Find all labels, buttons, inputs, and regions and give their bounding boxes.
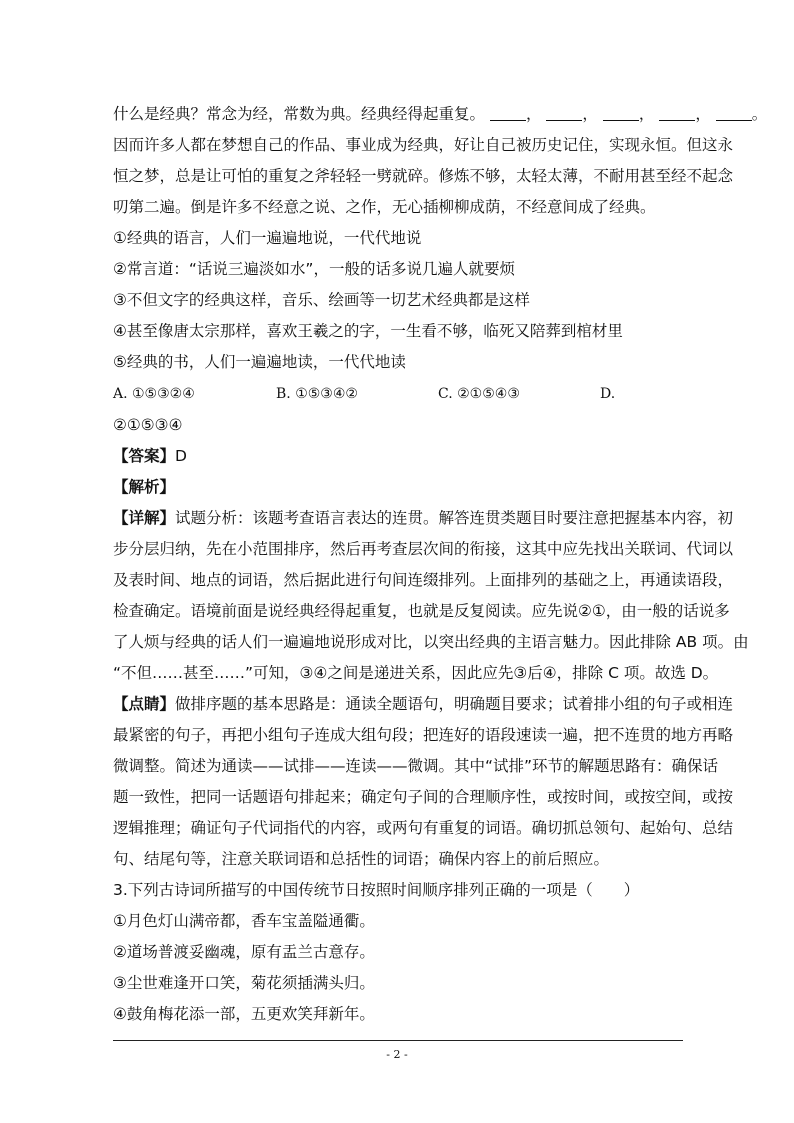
option-c: C. ②①⑤④③ bbox=[438, 386, 520, 402]
blank-1 bbox=[490, 106, 526, 121]
footer-rule bbox=[113, 1040, 683, 1041]
blank-2 bbox=[546, 106, 582, 121]
detail-line-5: 了人烦与经典的话人们一遍遍地说形成对比，以突出经典的主语言魅力。因此排除 AB 项。由 bbox=[113, 633, 749, 651]
option-b: B. ①⑤③④② bbox=[276, 386, 358, 402]
question-3-item-4: ④鼓角梅花添一部，五更欢笑拜新年。 bbox=[113, 1005, 375, 1023]
page-number: - 2 - bbox=[386, 1048, 408, 1061]
question-3-item-1: ①月色灯山满帝都，香车宝盖隘通衢。 bbox=[113, 912, 375, 930]
sentence-1: ①经典的语言，人们一遍遍地说，一代代地说 bbox=[113, 229, 422, 247]
sentence-5: ⑤经典的书，人们一遍遍地读，一代代地读 bbox=[113, 353, 406, 371]
question-3-item-3: ③尘世难逢开口笑，菊花须插满头归。 bbox=[113, 974, 375, 992]
detail-text: 试题分析：该题考查语言表达的连贯。解答连贯类题目时要注意把握基本内容，初 bbox=[175, 509, 734, 527]
tip-text: 做排序题的基本思路是：通读全题语句，明确题目要求；试着排小组的句子或相连 bbox=[175, 695, 734, 713]
blank-4 bbox=[659, 106, 695, 121]
tip-tag: 【点睛】 bbox=[113, 695, 176, 713]
sentence-3: ③不但文字的经典这样，音乐、绘画等一切艺术经典都是这样 bbox=[113, 291, 530, 309]
passage-line-2: 因而许多人都在梦想自己的作品、事业成为经典，好让自己被历史记住，实现永恒。但这永 bbox=[113, 136, 734, 154]
separator: ， bbox=[582, 105, 598, 123]
blank-5 bbox=[716, 106, 752, 121]
tip-line-6: 句、结尾句等，注意关联词语和总括性的词语；确保内容上的前后照应。 bbox=[113, 850, 610, 868]
passage-line-1-text: 什么是经典？常念为经，常数为典。经典经得起重复。 bbox=[113, 105, 486, 123]
answer-tag: 【答案】 bbox=[113, 447, 176, 465]
question-3-item-2: ②道场普渡妥幽魂，原有盂兰古意存。 bbox=[113, 943, 375, 961]
answer-value: D bbox=[175, 447, 187, 465]
question-3-stem: 3.下列古诗词所描写的中国传统节日按照时间顺序排列正确的一项是（ ） bbox=[113, 881, 640, 899]
blank-3 bbox=[603, 106, 639, 121]
passage-line-4: 叨第二遍。倒是许多不经意之说、之作，无心插柳柳成荫，不经意间成了经典。 bbox=[113, 198, 656, 216]
tip-line-2: 最紧密的句子，再把小组句子连成大组句段；把连好的语段速读一遍，把不连贯的地方再略 bbox=[113, 726, 734, 744]
separator: ， bbox=[695, 105, 711, 123]
passage-line-3: 恒之梦，总是让可怕的重复之斧轻轻一劈就碎。修炼不够，太轻太薄，不耐用甚至经不起念 bbox=[113, 167, 734, 185]
detail-line-1 bbox=[113, 508, 733, 528]
sentence-4: ④甚至像唐太宗那样，喜欢王羲之的字，一生看不够，临死又陪葬到棺材里 bbox=[113, 322, 623, 340]
detail-line-4: 检查确定。语境前面是说经典经得起重复，也就是反复阅读。应先说②①，由一般的话说多 bbox=[113, 602, 730, 620]
tip-line-3: 微调整。简述为通读——试排——连读——微调。其中“试排”环节的解题思路有：确保话 bbox=[113, 757, 719, 775]
analysis-tag: 【解析】 bbox=[113, 478, 176, 496]
detail-line-2: 步分层归纳，先在小范围排序，然后再考查层次间的衔接，这其中应先找出关联词、代词以 bbox=[113, 540, 734, 558]
option-d: D. bbox=[600, 386, 616, 402]
passage-line-1 bbox=[113, 104, 767, 124]
separator: ， bbox=[525, 105, 542, 123]
tip-line-4: 题一致性，把同一话题语句排起来；确定句子间的合理顺序性，或按时间，或按空间，或按 bbox=[113, 788, 734, 806]
tip-line-1 bbox=[113, 694, 733, 714]
detail-line-3: 及表时间、地点的词语，然后据此进行句间连缀排列。上面排列的基础之上，再通读语段， bbox=[113, 571, 734, 589]
sentence-2: ②常言道：“话说三遍淡如水”，一般的话多说几遍人就要烦 bbox=[113, 260, 515, 278]
period: 。 bbox=[751, 105, 768, 123]
option-d-continued: ②①⑤③④ bbox=[113, 416, 183, 434]
tip-line-5: 逻辑推理；确证句子代词指代的内容，或两句有重复的词语。确切抓总领句、起始句、总结 bbox=[113, 819, 734, 837]
detail-tag: 【详解】 bbox=[113, 509, 176, 527]
answer-line bbox=[113, 446, 187, 466]
detail-line-6: “不但……甚至……”可知，③④之间是递进关系，因此应先③后④，排除 C 项。故选 D。 bbox=[113, 664, 719, 682]
separator: ， bbox=[638, 105, 655, 123]
option-a: A. ①⑤③②④ bbox=[113, 386, 195, 402]
